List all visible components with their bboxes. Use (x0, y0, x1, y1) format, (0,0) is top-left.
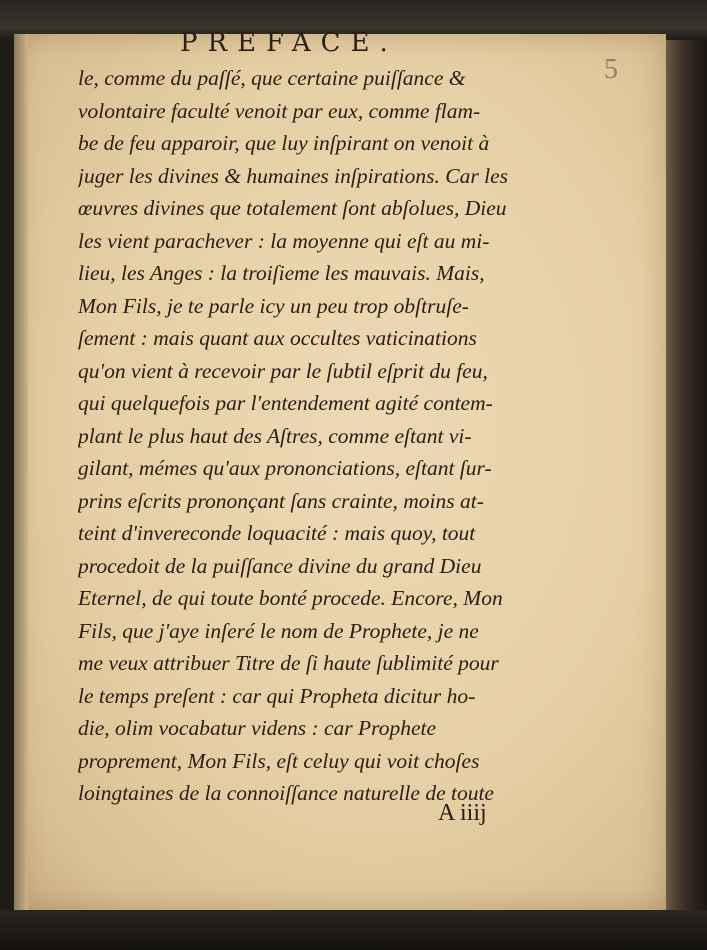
text-line: gilant, mémes qu'aux prononciations, eſtant ſur- (78, 456, 492, 480)
text-line: prins eſcrits prononçant ſans crainte, moins at- (78, 488, 484, 513)
text-line: les vient parachever : la moyenne qui eſt au mi- (78, 228, 490, 253)
text-line: be de feu apparoir, que luy inſpirant on venoit à (78, 131, 490, 155)
text-line: le, comme du paſſé, que certaine puiſſance & (78, 66, 466, 90)
running-head: PREFACE. (180, 28, 398, 58)
body-text (78, 62, 598, 810)
text-line: juger les divines & humaines inſpirations. Car les (78, 163, 508, 188)
page-number: 5 (604, 54, 618, 85)
text-line: procedoit de la puiſſance divine du grand Dieu (78, 553, 482, 578)
text-line: qui quelquefois par l'entendement agité contem- (78, 391, 493, 415)
bottom-shadow (0, 910, 707, 950)
page-gutter-shadow (666, 40, 707, 912)
text-line: me veux attribuer Titre de ſi haute ſublimité pour (78, 651, 499, 675)
text-line: Mon Fils, je te parle icy un peu trop obſtruſe- (78, 293, 469, 318)
text-line: ſement : mais quant aux occultes vaticinations (78, 326, 477, 350)
text-line: Fils, que j'aye inſeré le nom de Prophete, je ne (78, 618, 479, 643)
text-line: qu'on vient à recevoir par le ſubtil eſprit du feu, (78, 358, 488, 383)
text-line: œuvres divines que totalement ſont abſolues, Dieu (78, 196, 507, 220)
text-line: teint d'inverecondе loquacité : mais quoy, tout (78, 521, 476, 545)
text-line: loingtaines de la connoiſſance naturelle de toute (78, 781, 494, 805)
text-line: volontaire faculté venoit par eux, comme flam- (78, 98, 481, 123)
text-line: lieu, les Anges : la troiſieme les mauvais. Mais, (78, 261, 485, 285)
text-line: plant le plus haut des Aſtres, comme eſtant vi- (78, 423, 472, 448)
text-line: Eternel, de qui toute bonté procede. Encore, Mon (78, 586, 503, 610)
text-line: die, olim vocabatur videns : car Prophete (78, 716, 437, 740)
page-edge (14, 34, 28, 910)
text-line: proprement, Mon Fils, eſt celuy qui voit choſes (78, 748, 480, 773)
signature-mark: A iiij (438, 800, 487, 826)
text-line: le temps preſent : car qui Propheta dicitur ho- (78, 683, 476, 708)
